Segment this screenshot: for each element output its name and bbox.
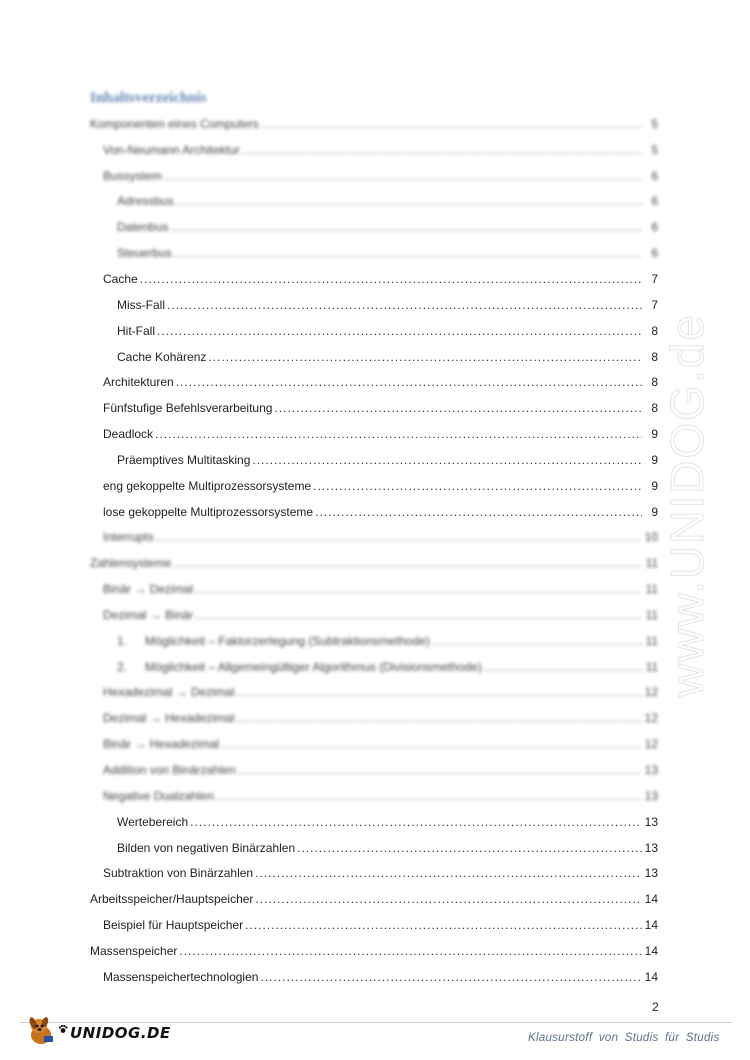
toc-entry-title: Cache xyxy=(103,271,138,286)
toc-leader-dots xyxy=(174,246,642,260)
dog-mascot-icon xyxy=(24,1014,58,1048)
toc-entry-title: Dezimal → Hexadezimal xyxy=(103,711,235,726)
toc-entry-title xyxy=(117,660,482,674)
toc-entry-title: lose gekoppelte Multiprozessorsysteme xyxy=(103,504,314,519)
toc-entry[interactable] xyxy=(90,835,658,861)
toc-entry-page: 7 xyxy=(651,297,658,312)
toc-leader-dots xyxy=(236,685,642,699)
toc-entry-title: Addition von Binärzahlen xyxy=(103,763,236,778)
toc-leader-dots xyxy=(255,892,642,906)
toc-leader-dots xyxy=(484,660,642,674)
toc-entry-title: Dezimal → Binär xyxy=(103,607,194,622)
toc-entry[interactable] xyxy=(90,809,658,835)
toc-entry-text: Möglichkeit – Allgemeingültiger Algorithmus (Divisionsmethode) xyxy=(145,659,482,674)
toc-entry-title: Steuerbus xyxy=(117,246,172,261)
toc-entry-page: 10 xyxy=(644,530,658,545)
toc-entry[interactable] xyxy=(90,292,658,318)
toc-entry-page: 14 xyxy=(644,918,658,933)
toc-entry[interactable] xyxy=(90,628,658,654)
toc-entry[interactable] xyxy=(90,499,658,525)
toc-leader-dots xyxy=(313,479,642,493)
toc-entry-title: Cache Kohärenz xyxy=(117,349,207,364)
toc-entry-title: Adressbus xyxy=(117,194,174,209)
toc-leader-dots xyxy=(170,220,642,234)
toc-entry[interactable] xyxy=(90,886,658,912)
toc-entry[interactable] xyxy=(90,421,658,447)
toc-entry-title: Interrupts xyxy=(103,530,154,545)
toc-leader-dots xyxy=(242,143,642,157)
toc-entry[interactable] xyxy=(90,860,658,886)
toc-entry[interactable] xyxy=(90,344,658,370)
toc-entry[interactable] xyxy=(90,395,658,421)
toc-leader-dots xyxy=(195,608,642,622)
toc-entry[interactable] xyxy=(90,783,658,809)
toc-entry[interactable] xyxy=(90,964,658,990)
toc-entry[interactable] xyxy=(90,189,658,215)
toc-leader-dots xyxy=(176,194,642,208)
toc-leader-dots xyxy=(216,789,642,803)
toc-entry-page: 9 xyxy=(651,504,658,519)
toc-entry-page: 13 xyxy=(644,840,658,855)
toc-leader-dots xyxy=(176,375,642,389)
toc-entry-title: Arbeitsspeicher/Hauptspeicher xyxy=(90,892,254,907)
toc-entry-title: Datenbus xyxy=(117,220,169,235)
watermark-text: www.UNIDOG.de xyxy=(661,313,714,697)
toc-leader-dots xyxy=(190,815,642,829)
toc-entry-page: 9 xyxy=(651,427,658,442)
toc-entry-title: Binär → Dezimal xyxy=(103,582,194,597)
toc-entry[interactable] xyxy=(90,111,658,137)
toc-leader-dots xyxy=(140,272,642,286)
toc-entry-title: Miss-Fall xyxy=(117,297,165,312)
toc-entry-page: 7 xyxy=(651,271,658,286)
toc-entry-title: Beispiel für Hauptspeicher xyxy=(103,918,244,933)
toc-entry[interactable] xyxy=(90,757,658,783)
toc-entry-title: Binär → Hexadezimal xyxy=(103,737,220,752)
toc-entry[interactable] xyxy=(90,705,658,731)
toc-entry-page: 13 xyxy=(644,866,658,881)
toc-entry[interactable] xyxy=(90,912,658,938)
toc-entry-page: 11 xyxy=(645,582,658,597)
toc-entry-title: Negative Dualzahlen xyxy=(103,788,214,803)
toc-entry-page: 12 xyxy=(644,737,658,752)
toc-entry[interactable] xyxy=(90,240,658,266)
toc-entry[interactable] xyxy=(90,602,658,628)
toc-entry-page: 9 xyxy=(651,478,658,493)
toc-entry[interactable] xyxy=(90,266,658,292)
toc-leader-dots xyxy=(260,970,642,984)
toc-entry-page: 6 xyxy=(651,246,658,261)
toc-leader-dots xyxy=(164,169,642,183)
toc-entry-title: Zahlensysteme xyxy=(90,556,172,571)
toc-entry-page: 14 xyxy=(644,943,658,958)
toc-entry-title xyxy=(117,634,430,648)
toc-entry-page: 12 xyxy=(644,685,658,700)
toc-entry-page: 11 xyxy=(645,556,658,571)
toc-entry[interactable] xyxy=(90,318,658,344)
toc-entry-title: Deadlock xyxy=(103,427,154,442)
toc-entry-page: 13 xyxy=(644,788,658,803)
unidog-logo xyxy=(24,1012,171,1048)
toc-entry-page: 6 xyxy=(651,194,658,209)
toc-entry-title: Subtraktion von Binärzahlen xyxy=(103,866,254,881)
toc-entry[interactable] xyxy=(90,214,658,240)
toc-title: Inhaltsverzeichnis xyxy=(90,90,207,106)
toc-entry[interactable] xyxy=(90,550,658,576)
toc-entry-title: Fünfstufige Befehlsverarbeitung xyxy=(103,401,273,416)
toc-entry-page: 12 xyxy=(644,711,658,726)
toc-entry[interactable] xyxy=(90,731,658,757)
toc-entry-title: Wertebereich xyxy=(117,814,189,829)
toc-entry[interactable] xyxy=(90,163,658,189)
toc-entry[interactable] xyxy=(90,680,658,706)
toc-entry-title: Komponenten eines Computers xyxy=(90,116,259,131)
toc-leader-dots xyxy=(297,841,642,855)
toc-entry-page: 6 xyxy=(651,168,658,183)
toc-leader-dots xyxy=(155,427,642,441)
toc-entry[interactable] xyxy=(90,447,658,473)
toc-entry-title: Präemptives Multitasking xyxy=(117,452,251,467)
toc-leader-dots xyxy=(156,530,642,544)
watermark xyxy=(632,270,742,740)
toc-leader-dots xyxy=(221,737,642,751)
table-of-contents xyxy=(90,111,658,990)
toc-entry-title: Bussystem xyxy=(103,168,162,183)
toc-entry-number: 1. xyxy=(117,633,128,648)
toc-leader-dots xyxy=(315,505,642,519)
toc-entry-title: Von-Neumann Architektur xyxy=(103,142,240,157)
paw-icon xyxy=(58,1024,68,1034)
footer-slogan: Klausurstoff von Studis für Studis xyxy=(528,1032,720,1044)
logo-text: UNIDOG.DE xyxy=(70,1024,171,1042)
toc-entry-page: 14 xyxy=(644,969,658,984)
toc-entry-page: 6 xyxy=(651,220,658,235)
toc-leader-dots xyxy=(432,634,642,648)
toc-entry-page: 5 xyxy=(651,116,658,131)
toc-entry-title: eng gekoppelte Multiprozessorsysteme xyxy=(103,478,312,493)
toc-entry[interactable] xyxy=(90,369,658,395)
toc-entry-title: Massenspeicher xyxy=(90,943,178,958)
toc-entry-page: 9 xyxy=(651,452,658,467)
toc-leader-dots xyxy=(173,556,642,570)
toc-entry[interactable] xyxy=(90,576,658,602)
toc-entry[interactable] xyxy=(90,473,658,499)
toc-entry-page: 13 xyxy=(644,763,658,778)
toc-entry-page: 11 xyxy=(645,607,658,622)
toc-entry-title: Hexadezimal → Dezimal xyxy=(103,685,235,700)
toc-leader-dots xyxy=(261,117,642,131)
toc-entry[interactable] xyxy=(90,654,658,680)
toc-entry[interactable] xyxy=(90,137,658,163)
toc-entry-number: 2. xyxy=(117,659,128,674)
toc-leader-dots xyxy=(208,350,642,364)
toc-leader-dots xyxy=(157,324,642,338)
toc-leader-dots xyxy=(274,401,642,415)
toc-entry-title: Hit-Fall xyxy=(117,323,155,338)
toc-entry-title: Massenspeichertechnologien xyxy=(103,969,259,984)
toc-entry-page: 13 xyxy=(644,814,658,829)
toc-leader-dots xyxy=(252,453,642,467)
toc-entry-title: Bilden von negativen Binärzahlen xyxy=(117,840,296,855)
page-number: 2 xyxy=(652,1000,659,1014)
toc-entry-page: 14 xyxy=(644,892,658,907)
toc-entry-text: Möglichkeit – Faktorzerlegung (Subtraktionsmethode) xyxy=(145,633,430,648)
toc-entry-page: 11 xyxy=(645,659,658,674)
toc-entry-page: 8 xyxy=(651,375,658,390)
toc-leader-dots xyxy=(245,918,642,932)
toc-leader-dots xyxy=(167,298,642,312)
toc-leader-dots xyxy=(236,711,642,725)
toc-entry[interactable] xyxy=(90,938,658,964)
toc-entry-page: 11 xyxy=(645,633,658,648)
toc-leader-dots xyxy=(238,763,642,777)
toc-entry-page: 5 xyxy=(651,142,658,157)
toc-leader-dots xyxy=(179,944,642,958)
toc-leader-dots xyxy=(195,582,642,596)
toc-entry-page: 8 xyxy=(651,401,658,416)
toc-entry-title: Architekturen xyxy=(103,375,174,390)
toc-entry-page: 8 xyxy=(651,349,658,364)
toc-leader-dots xyxy=(255,866,642,880)
toc-entry[interactable] xyxy=(90,525,658,551)
toc-entry-page: 8 xyxy=(651,323,658,338)
